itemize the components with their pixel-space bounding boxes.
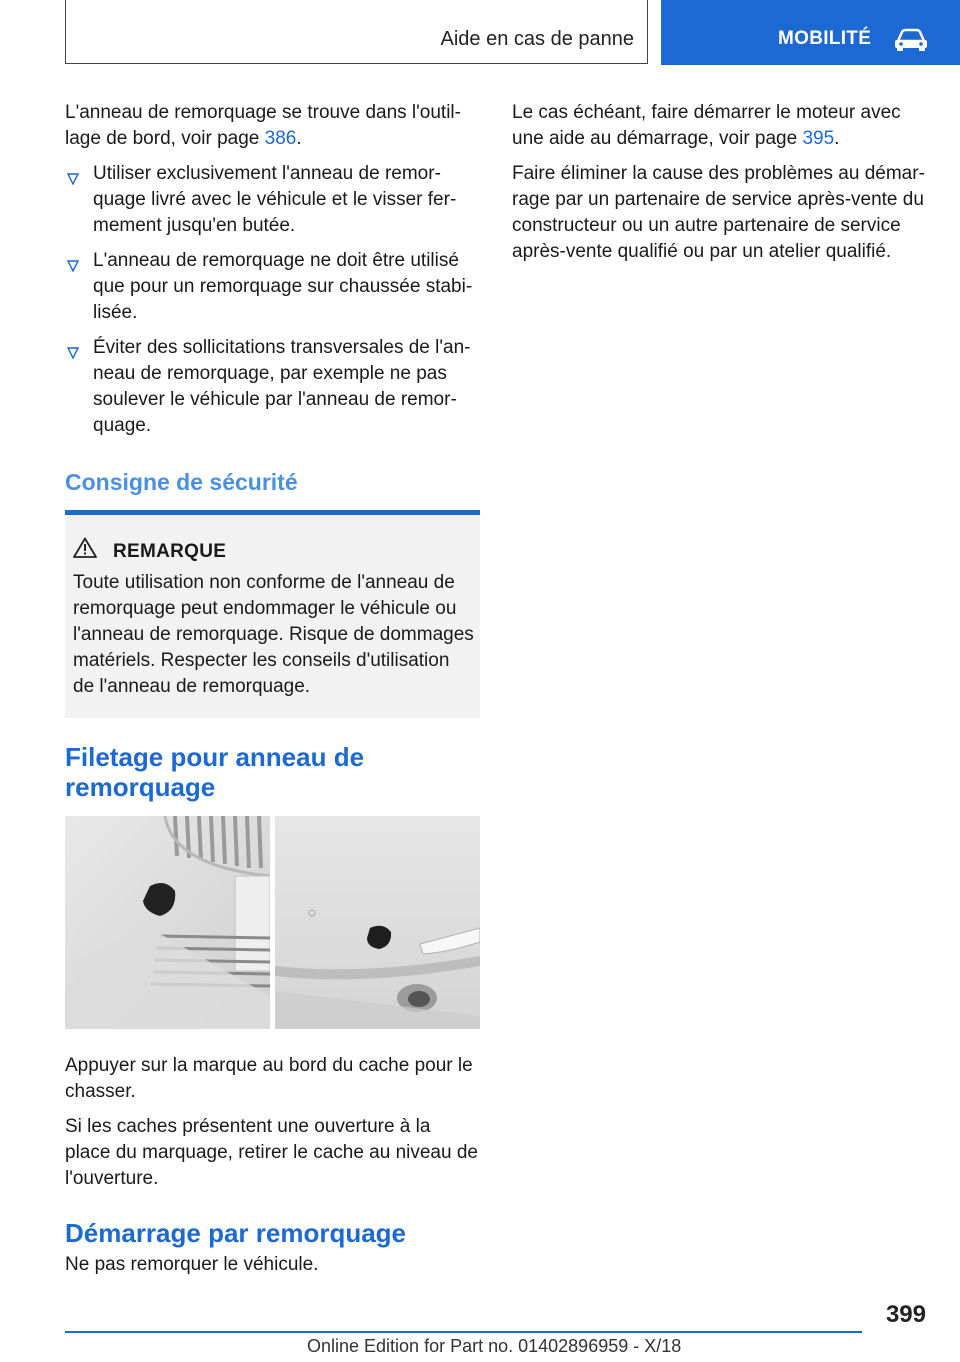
car-icon [893,28,929,57]
jumpstart-paragraph: Le cas échéant, faire démarrer le moteur avec une aide au démarrage, voir page 395. [512,102,901,149]
thread-heading: Filetage pour anneau de remorquage [65,742,365,802]
footer-divider [65,1331,862,1333]
intro-paragraph: L'anneau de remorquage se trouve dans l'outillage de bord, voir page 386. [65,102,461,149]
right-column [512,100,927,274]
page-link-386[interactable]: 386 [264,128,297,149]
list-item: L'anneau de remorquage ne doit être utilisé que pour un remorquage sur chaussée stabilisée. [65,248,480,326]
left-column [65,100,480,1287]
warning-triangle-icon [73,537,97,566]
triangle-bullet-icon [67,341,79,367]
bullet-list [65,161,480,439]
thread-paragraph-2: Si les caches présentent une ouverture à la place du marquage, retirer le cache au niveau de l'ouverture. [65,1116,478,1189]
list-item: Éviter des sollicitations transversales de l'anneau de remorquage, par exemple ne pas soulever le véhicule par l'anneau de remorquage. [65,335,480,439]
mobility-tab-label: MOBILITÉ [778,28,872,49]
tow-start-text: Ne pas remorquer le véhicule. [65,1254,319,1275]
triangle-bullet-icon [67,167,79,193]
safety-heading: Consigne de sécurité [65,469,298,495]
warning-text: Toute utilisation non conforme de l'anneau de remorquage peut endommager le véhicule ou l'anneau de remorquage. Risque de dommages matériels. Respecter les conseils d'utilisation de l'anneau de remorquage. [73,572,474,697]
warning-box [65,510,480,718]
page-link-395[interactable]: 395 [802,128,835,149]
thread-paragraph-1: Appuyer sur la marque au bord du cache pour le chasser. [65,1055,473,1102]
tow-start-heading: Démarrage par remorquage [65,1218,407,1248]
triangle-bullet-icon [67,254,79,280]
edition-text: Online Edition for Part no. 01402896959 - X/18 [307,1336,682,1356]
tow-eye-cover-photo [65,816,480,1029]
warning-label: REMARQUE [113,540,227,562]
list-item: Utiliser exclusivement l'anneau de remorquage livré avec le véhicule et le visser fermement jusqu'en butée. [65,161,480,239]
page-number: 399 [885,1301,926,1328]
section-title: Aide en cas de panne [440,28,634,50]
mobility-tab[interactable] [661,0,960,65]
service-paragraph: Faire éliminer la cause des problèmes au démarrage par un partenaire de service après-vente du constructeur ou un autre partenaire de service après-vente qualifié ou par un atelier qualifié. [512,163,925,262]
